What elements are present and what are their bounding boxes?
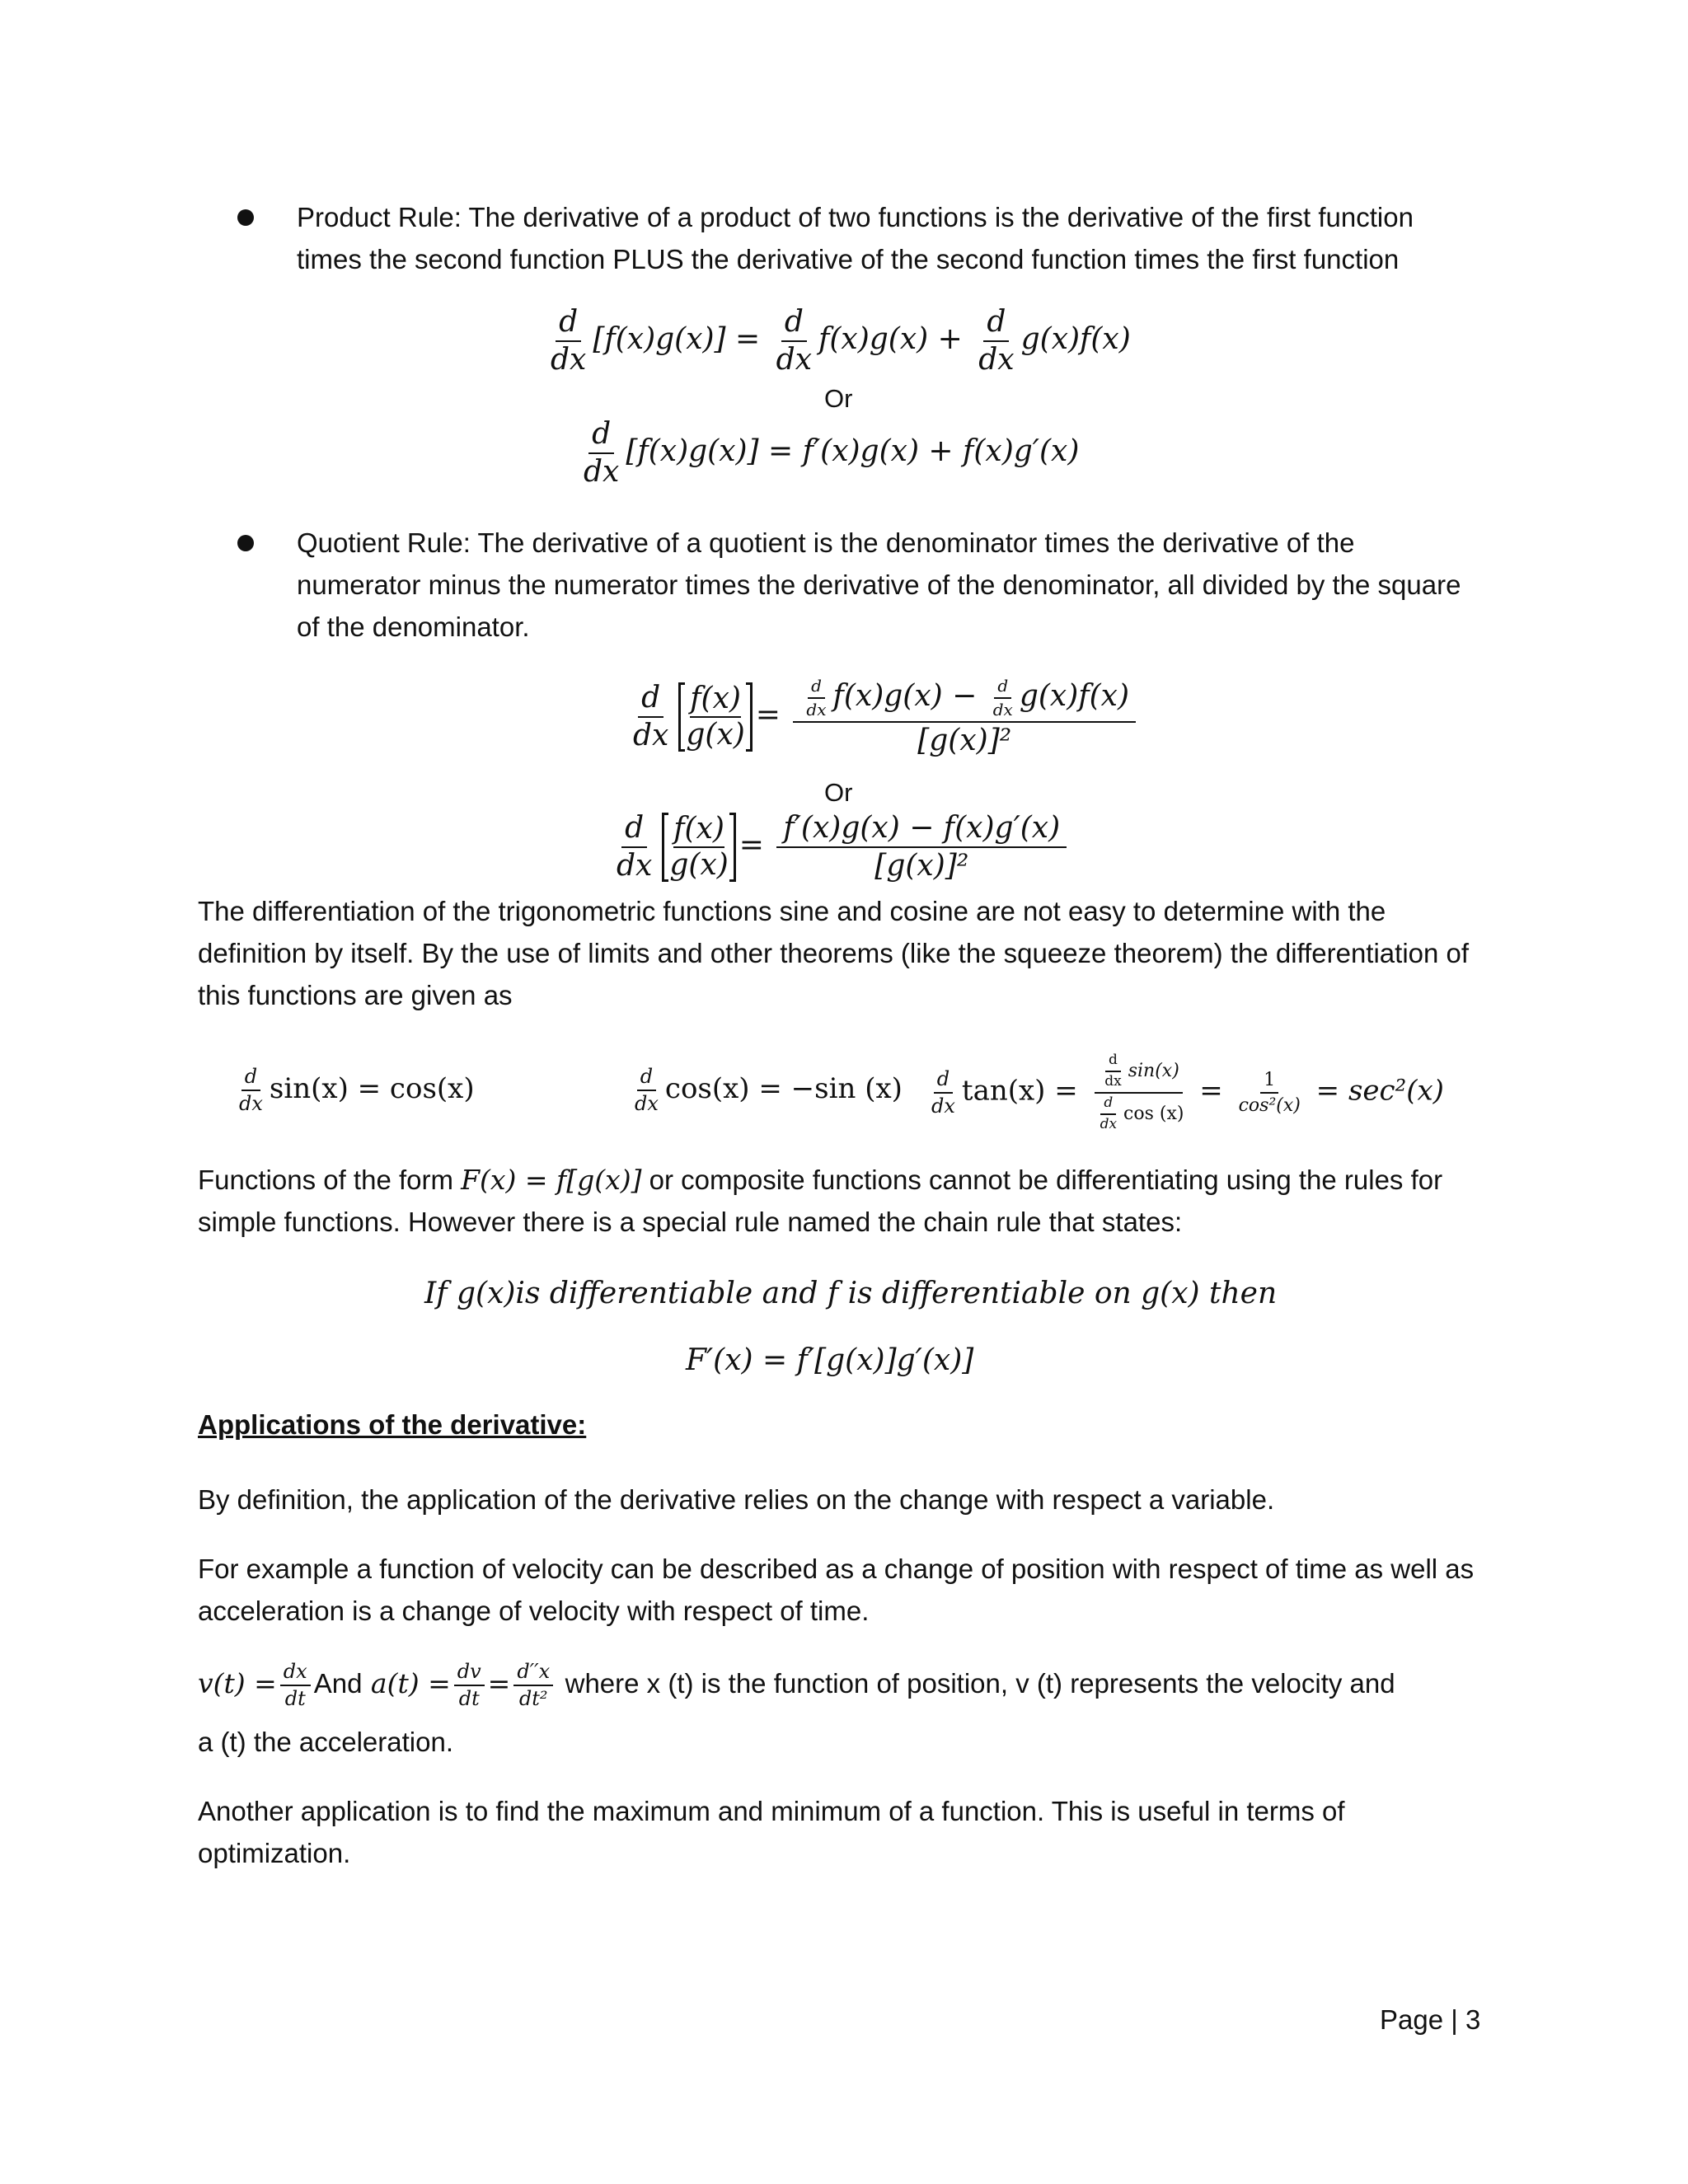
quotient-rule-text: Quotient Rule: The derivative of a quotient is the denominator times the derivative of the numerator minus the numerator times the derivative of the denominator, all divided by the square of the denominator. [297,527,1461,642]
applications-paragraph-3: Another application is to find the maximum and minimum of a function. This is useful in terms of optimization. [198,1796,1345,1868]
page-number: Page | 3 [1380,2004,1481,2035]
trig-intro-paragraph: The differentiation of the trigonometric functions sine and cosine are not easy to determine with the definition by itself. By the use of limits and other theorems (like the squeeze theorem) the differentiation of this functions are given as [198,896,1470,1010]
or-label: Or [824,778,853,807]
product-rule-formula: $\frac{d}{dx}$ [f(x)g(x)] = $\frac{d}{dx}$ f(x)g(x) + $\frac{d}{dx}$ g(x)f(x) [544,307,1131,376]
bullet-marker [237,209,254,226]
chain-rule-condition: If g(x)is differentiable and f is differentiable on g(x) then [424,1277,1278,1310]
product-rule-formula-alt: $\frac{d}{dx}$ [f(x)g(x)] = f′(x)g(x) + f(x)g′(x) [584,417,1080,489]
applications-paragraph-2: For example a function of velocity can be described as a change of position with respect of time as well as acceleration is a change of velocity with respect of time. [198,1554,1475,1626]
velocity-acceleration-formula: v(t) = $\frac{dx}{dt}$ And a(t) = $\frac{dv}{dt}$ = $\frac{d''x}{\text{dt²}}$ where x (t) is the function of position, v (t) represents the velocity and [198,1660,1395,1711]
velocity-tail: a (t) the acceleration. [198,1727,453,1757]
applications-heading: Applications of the derivative: [198,1409,587,1440]
composite-paragraph: Functions of the form F(x) = f[g(x)] or composite functions cannot be differentiating using the rules for simple functions. However there is a special rule named the chain rule that states: [198,1164,1443,1237]
sin-derivative: $\frac{d}{dx}$ sin(x) = cos(x) [239,1065,475,1116]
tan-derivative: $\frac{d}{dx}$ tan(x) = $\frac{d}{dx}$ sin(x) $\frac{d}{dx}$ cos (x) = $\frac{1}{\text{cos²(x)}}$ = sec²(x) [931,1052,1444,1132]
product-rule-text: Product Rule: The derivative of a product of two functions is the derivative of the first function times the second function PLUS the derivative of the second function times the first function [297,202,1414,274]
applications-paragraph-1: By definition, the application of the derivative relies on the change with respect a variable. [198,1484,1275,1515]
derivative-operator: $\frac{d}{dx}$ [551,305,587,377]
quotient-rule-formula: $\frac{d}{dx}$ $\frac{f(x)}{g(x)}$ = $\frac{d}{dx}$ f(x)g(x) − $\frac{d}{dx}$ g(x)f(x) [g(x)]² [626,677,1139,757]
or-label: Or [824,384,853,413]
chain-rule-formula: F′(x) = f′[g(x)]g′(x)] [686,1343,974,1377]
bullet-marker [237,535,254,551]
cos-derivative: $\frac{d}{dx}$ cos(x) = −sin (x) [635,1065,903,1116]
quotient-rule-formula-alt: $\frac{d}{dx}$ $\frac{f(x)}{g(x)}$ = $\frac{f'(x)g(x) - f(x)g'(x)}{\text{[g(x)]²}}$ [610,813,1070,882]
